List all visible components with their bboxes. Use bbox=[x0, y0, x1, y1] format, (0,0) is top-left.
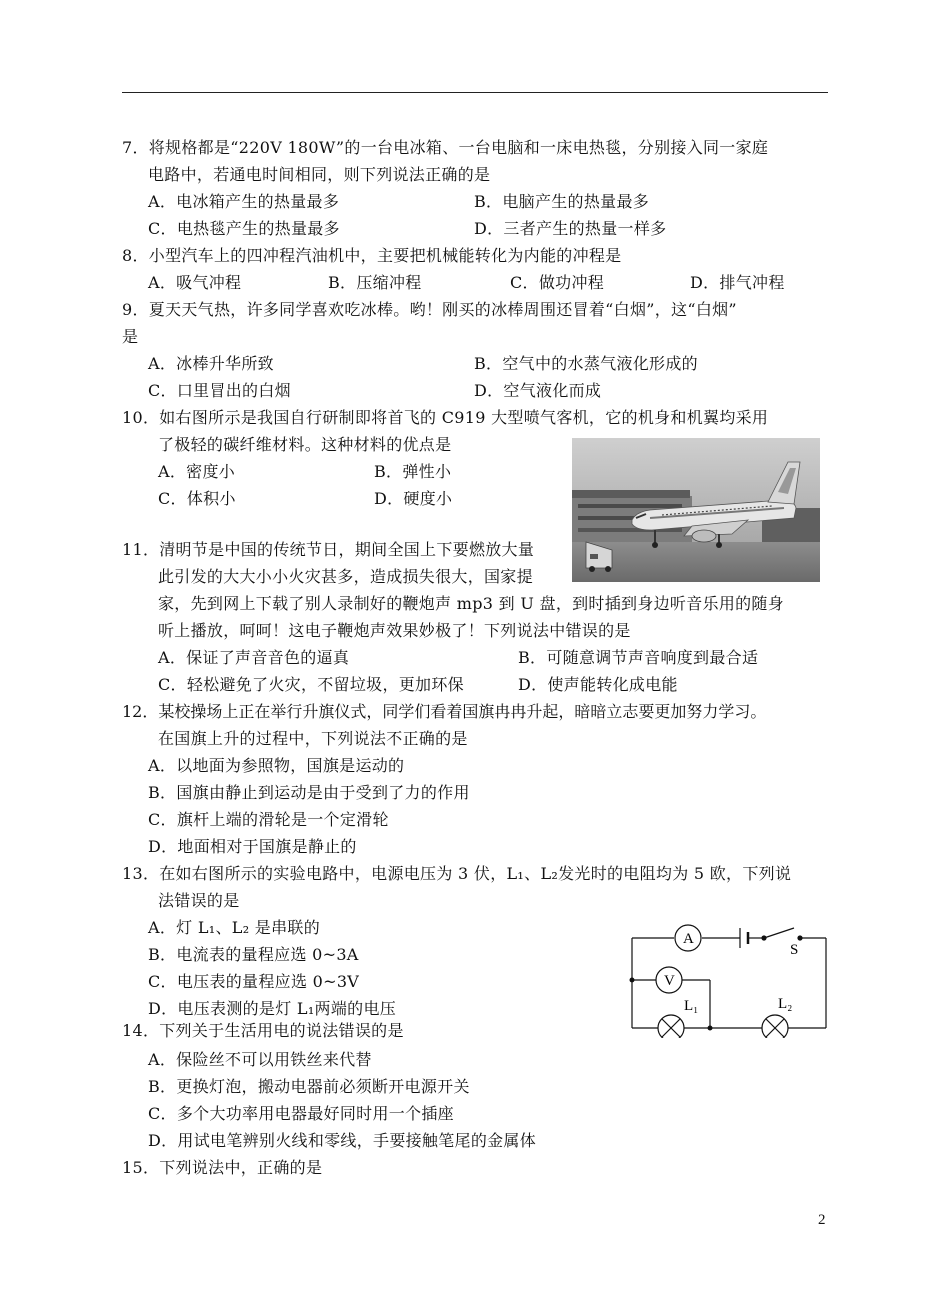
q12-stem-line2: 在国旗上升的过程中，下列说法不正确的是 bbox=[158, 729, 468, 748]
q11-option-c: C．轻松避免了火灾，不留垃圾，更加环保 bbox=[158, 675, 464, 694]
q10-option-d: D．硬度小 bbox=[374, 489, 453, 508]
q13-option-d: D．电压表测的是灯 L₁两端的电压 bbox=[148, 999, 397, 1018]
q10-stem-line1: 10．如右图所示是我国自行研制即将首飞的 C919 大型喷气客机，它的机身和机翼均采用 bbox=[122, 408, 769, 427]
q14-stem-line1: 14．下列关于生活用电的说法错误的是 bbox=[122, 1021, 404, 1040]
q11-option-a: A．保证了声音音色的逼真 bbox=[158, 648, 350, 667]
q8-option-b: B．压缩冲程 bbox=[328, 273, 422, 292]
q11-option-d: D．使声能转化成电能 bbox=[518, 675, 678, 694]
q9-option-a: A．冰棒升华所致 bbox=[148, 354, 274, 373]
q12-stem-line1: 12．某校操场上正在举行升旗仪式，同学们看着国旗冉冉升起，暗暗立志要更加努力学习。 bbox=[122, 702, 767, 721]
q7-option-b: B．电脑产生的热量最多 bbox=[474, 192, 650, 211]
q13-stem-line1: 13．在如右图所示的实验电路中，电源电压为 3 伏，L₁、L₂发光时的电阻均为 5 欧，下列说 bbox=[122, 864, 792, 883]
q9-option-b: B．空气中的水蒸气液化形成的 bbox=[474, 354, 698, 373]
q11-stem-line1: 11．清明节是中国的传统节日，期间全国上下要燃放大量 bbox=[122, 540, 535, 559]
q14-option-c: C．多个大功率用电器最好同时用一个插座 bbox=[148, 1104, 454, 1123]
c919-airplane-photo bbox=[572, 438, 820, 582]
q7-option-c: C．电热毯产生的热量最多 bbox=[148, 219, 340, 238]
q8-option-a: A．吸气冲程 bbox=[148, 273, 242, 292]
q14-option-a: A．保险丝不可以用铁丝来代替 bbox=[148, 1050, 372, 1069]
q11-stem-line2: 此引发的大大小小火灾甚多，造成损失很大，国家提 bbox=[158, 567, 533, 586]
q13-option-c: C．电压表的量程应选 0~3V bbox=[148, 972, 360, 991]
q14-option-d: D．用试电笔辨别火线和零线，手要接触笔尾的金属体 bbox=[148, 1131, 537, 1150]
voltmeter-label: V bbox=[664, 973, 675, 989]
q15-stem-line1: 15．下列说法中，正确的是 bbox=[122, 1158, 323, 1177]
q8-option-d: D．排气冲程 bbox=[690, 273, 785, 292]
q11-stem-line4: 听上播放，呵呵！这电子鞭炮声效果妙极了！下列说法中错误的是 bbox=[158, 621, 631, 640]
q14-option-b: B．更换灯泡，搬动电器前必须断开电源开关 bbox=[148, 1077, 470, 1096]
q13-stem-line2: 法错误的是 bbox=[158, 891, 240, 910]
q8-stem-line1: 8．小型汽车上的四冲程汽油机中，主要把机械能转化为内能的冲程是 bbox=[122, 246, 622, 265]
q7-stem-line2: 电路中，若通电时间相同，则下列说法正确的是 bbox=[148, 165, 491, 184]
q12-option-c: C．旗杆上端的滑轮是一个定滑轮 bbox=[148, 810, 389, 829]
q9-stem-line2: 是 bbox=[122, 327, 139, 346]
q12-option-b: B．国旗由静止到运动是由于受到了力的作用 bbox=[148, 783, 470, 802]
q9-option-d: D．空气液化而成 bbox=[474, 381, 602, 400]
q13-option-a: A．灯 L₁、L₂ 是串联的 bbox=[148, 918, 321, 937]
q7-stem-line1: 7．将规格都是“220V 180W”的一台电冰箱、一台电脑和一床电热毯，分别接入同一家庭 bbox=[122, 138, 769, 157]
q12-option-a: A．以地面为参照物，国旗是运动的 bbox=[148, 756, 405, 775]
header-rule bbox=[122, 92, 828, 93]
lamp2-label: L₂ bbox=[778, 996, 793, 1012]
q7-option-a: A．电冰箱产生的热量最多 bbox=[148, 192, 340, 211]
q10-option-a: A．密度小 bbox=[158, 462, 236, 481]
ammeter-label: A bbox=[683, 931, 694, 947]
q13-option-b: B．电流表的量程应选 0~3A bbox=[148, 945, 359, 964]
q10-option-b: B．弹性小 bbox=[374, 462, 452, 481]
q8-option-c: C．做功冲程 bbox=[510, 273, 605, 292]
page-number: 2 bbox=[818, 1212, 826, 1228]
q7-option-d: D．三者产生的热量一样多 bbox=[474, 219, 667, 238]
q10-option-c: C．体积小 bbox=[158, 489, 236, 508]
circuit-diagram bbox=[622, 920, 834, 1038]
lamp1-label: L₁ bbox=[684, 998, 699, 1014]
q9-option-c: C．口里冒出的白烟 bbox=[148, 381, 291, 400]
q11-stem-line3: 家，先到网上下载了别人录制好的鞭炮声 mp3 到 U 盘，到时插到身边听音乐用的随身 bbox=[158, 594, 785, 613]
q12-option-d: D．地面相对于国旗是静止的 bbox=[148, 837, 357, 856]
switch-label: S bbox=[790, 942, 799, 958]
q10-stem-line2: 了极轻的碳纤维材料。这种材料的优点是 bbox=[158, 435, 452, 454]
q9-stem-line1: 9．夏天天气热，许多同学喜欢吃冰棒。哟！刚买的冰棒周围还冒着“白烟”，这“白烟” bbox=[122, 300, 737, 319]
q11-option-b: B．可随意调节声音响度到最合适 bbox=[518, 648, 759, 667]
